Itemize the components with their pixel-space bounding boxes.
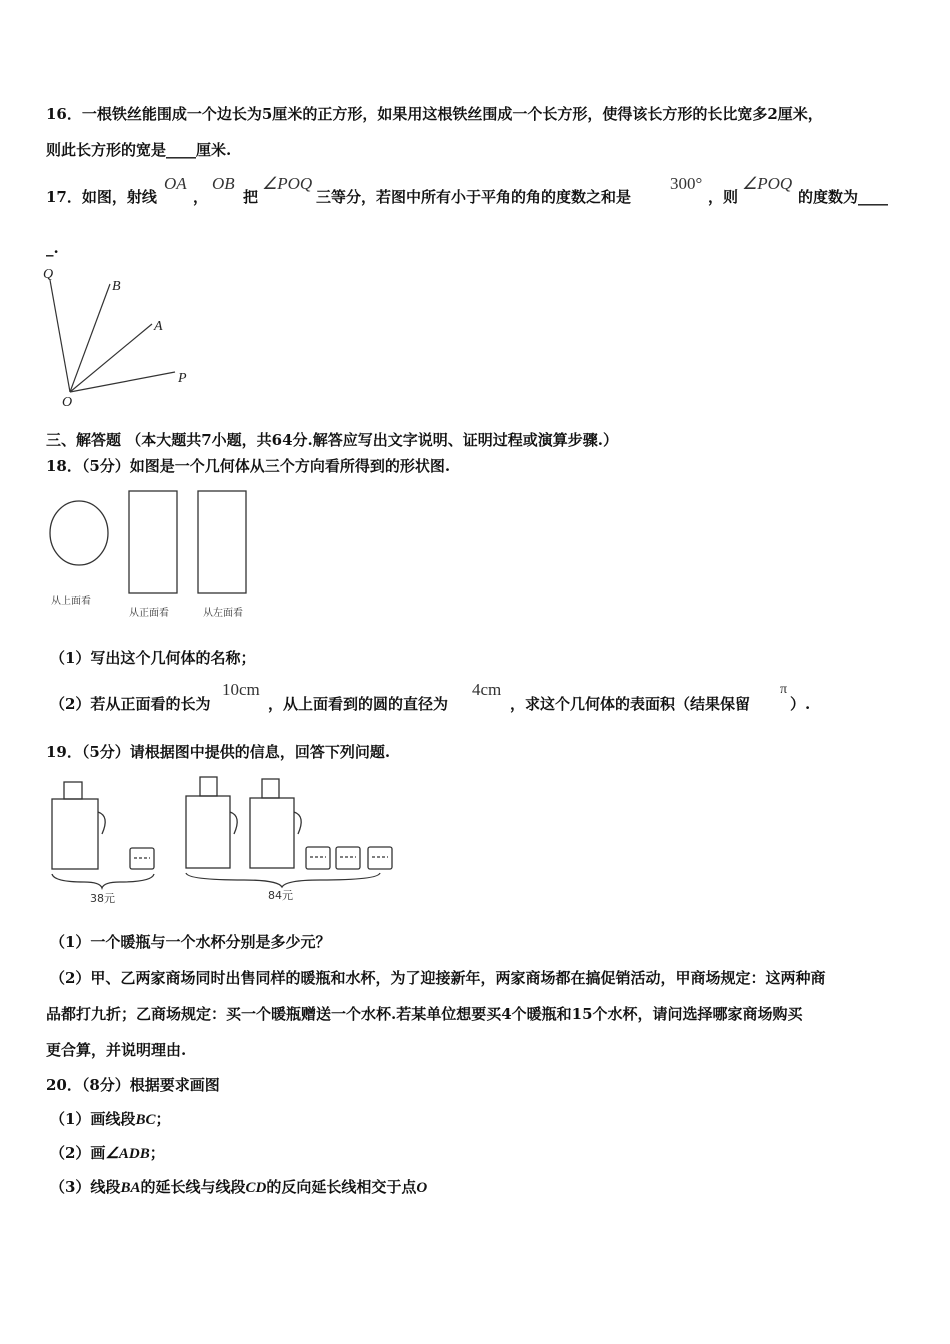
- q17-ba: 把: [243, 188, 259, 206]
- caption-top-view: 从上面看: [51, 596, 91, 607]
- cup-2: [306, 847, 330, 869]
- label-a: A: [154, 319, 163, 334]
- q19-price-84: 84元: [268, 889, 293, 902]
- q18-sub2-a: （2）若从正面看的长为: [50, 695, 211, 713]
- q19-price-38: 38元: [90, 892, 115, 905]
- top-view-circle: [50, 501, 108, 565]
- q18-sub1: （1）写出这个几何体的名称；: [50, 649, 256, 667]
- thermos-3-body: [250, 798, 294, 868]
- q17-angle-poq-2: ∠POQ: [742, 174, 793, 193]
- q20-sub2: （2）画∠ADB；: [50, 1144, 165, 1162]
- cup-3: [336, 847, 360, 869]
- q17-angle-figure: [40, 262, 210, 412]
- label-b: B: [112, 279, 121, 294]
- label-q: Q: [43, 267, 54, 282]
- thermos-1-handle: [98, 812, 105, 834]
- q17-sum: 300°: [670, 174, 703, 193]
- front-view-rect: [129, 491, 177, 593]
- thermos-2-cap: [200, 777, 217, 796]
- q16-line1: 16．一根铁丝能围成一个边长为5厘米的正方形，如果用这根铁丝围成一个长方形，使得该长方形的长比宽多2厘米，: [46, 105, 823, 123]
- brace-1: [52, 874, 154, 888]
- q16-line2: 则此长方形的宽是____厘米.: [46, 141, 232, 159]
- q19-sub2-line1: （2）甲、乙两家商场同时出售同样的暖瓶和水杯，为了迎接新年，两家商场都在搞促销活动，甲商场规定：这两种商: [50, 969, 826, 987]
- q17-prefix: 17．如图，射线: [46, 188, 157, 206]
- q17-angle-poq: ∠POQ: [262, 174, 313, 193]
- point-o: O: [416, 1180, 428, 1196]
- q18-diameter: 4cm: [472, 680, 502, 699]
- q17-ray-ob: OB: [212, 174, 235, 193]
- q18-sub2-c: ，求这个几何体的表面积（结果保留: [510, 695, 751, 713]
- segment-ba: BA: [120, 1180, 141, 1196]
- thermos-1-cap: [64, 782, 82, 799]
- brace-2: [186, 873, 380, 887]
- thermos-1-body: [52, 799, 98, 869]
- q19-sub2-line3: 更合算，并说明理由.: [46, 1041, 187, 1059]
- q17-ze: ，则: [708, 188, 739, 206]
- section3-title: 三、解答题 （本大题共7小题，共64分.解答应写出文字说明、证明过程或演算步骤.）: [46, 431, 618, 449]
- q17-mid: 三等分，若图中所有小于平角的角的度数之和是: [316, 188, 632, 206]
- caption-front-view: 从正面看: [129, 608, 169, 619]
- thermos-2-body: [186, 796, 230, 868]
- q18-pi: π: [780, 682, 788, 697]
- angle-adb: ∠ADB: [105, 1146, 150, 1162]
- segment-bc: BC: [135, 1112, 156, 1128]
- label-p: P: [178, 371, 187, 386]
- thermos-2-handle: [230, 812, 237, 834]
- ray-oq: [50, 280, 70, 392]
- left-view-rect: [198, 491, 246, 593]
- q18-sub2-b: ，从上面看到的圆的直径为: [268, 695, 449, 713]
- q20-sub1: （1）画线段BC；: [50, 1110, 171, 1128]
- segment-cd: CD: [245, 1180, 267, 1196]
- q19-sub1: （1）一个暖瓶与一个水杯分别是多少元？: [50, 933, 331, 951]
- q17-comma: ，: [193, 188, 209, 206]
- ray-op: [70, 372, 175, 392]
- q17-ray-oa: OA: [164, 174, 187, 193]
- q17-cont: _.: [46, 239, 59, 257]
- cup-4: [368, 847, 392, 869]
- caption-left-view: 从左面看: [203, 608, 243, 619]
- q17-tail: 的度数为____: [798, 188, 889, 206]
- q19-price-figure: [44, 774, 404, 904]
- q18-sub2-d: ）.: [790, 695, 811, 713]
- q18-length: 10cm: [222, 680, 260, 699]
- q19-sub2-line2: 品都打九折；乙商场规定：买一个暖瓶赠送一个水杯.若某单位想要买4个暖瓶和15个水杯，请问选择哪家商场购买: [46, 1005, 803, 1023]
- q19-title: 19．（5分）请根据图中提供的信息，回答下列问题.: [46, 743, 391, 761]
- q20-sub3: （3）线段BA的延长线与线段CD的反向延长线相交于点O: [50, 1178, 428, 1196]
- q20-title: 20．（8分）根据要求画图: [46, 1076, 220, 1094]
- thermos-3-cap: [262, 779, 279, 798]
- label-o: O: [62, 395, 73, 410]
- q18-title: 18．（5分）如图是一个几何体从三个方向看所得到的形状图.: [46, 457, 451, 475]
- thermos-3-handle: [294, 812, 301, 834]
